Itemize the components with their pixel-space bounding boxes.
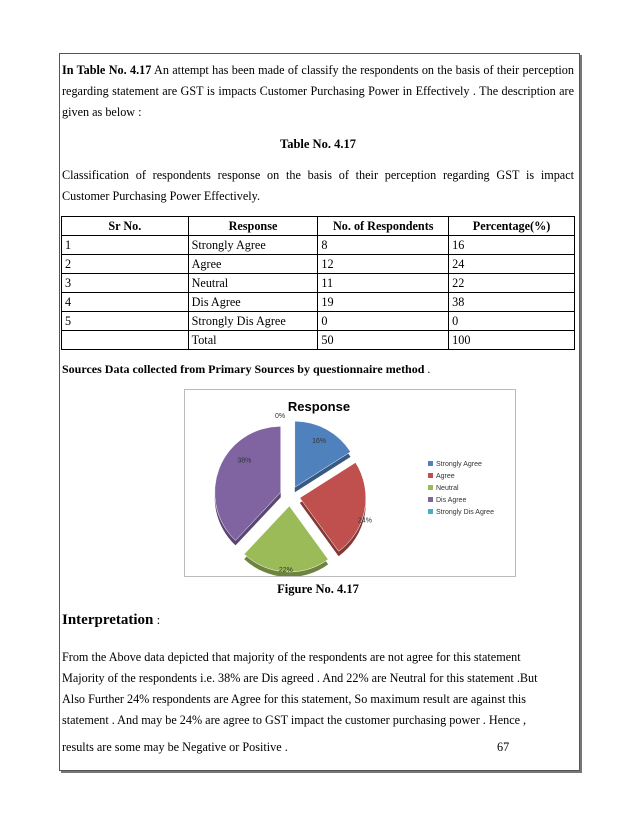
intro-lead: In Table No. 4.17 [62, 63, 152, 77]
legend-label: Strongly Agree [436, 461, 482, 468]
cell-response: Strongly Agree [188, 236, 318, 255]
legend-swatch [428, 485, 433, 490]
page-number: 67 [497, 740, 510, 754]
cell-sr-no: 1 [62, 236, 189, 255]
table-header-row [62, 217, 575, 236]
col-header-sr-no: Sr No. [62, 217, 189, 236]
interpretation-line: statement . And may be 24% are agree to GST impact the customer purchasing power . Hence , [62, 713, 527, 727]
chart-title: Response [287, 399, 351, 414]
cell-percentage: 100 [449, 331, 575, 350]
pie-chart [184, 389, 516, 577]
table-row [62, 293, 575, 312]
legend-swatch [428, 497, 433, 502]
intro-text: An attempt has been made of classify the respondents on the basis of their perception regarding statement are GST is impacts Customer Purchasing Power in Effectively . The description are given as below : [62, 63, 574, 119]
legend-label: Strongly Dis Agree [436, 509, 494, 516]
col-header-response: Response [188, 217, 318, 236]
cell-respondents: 11 [318, 274, 449, 293]
legend-swatch [428, 473, 433, 478]
table-title: Table No. 4.17 [280, 137, 356, 151]
interpretation-heading [62, 612, 160, 629]
cell-response: Total [188, 331, 318, 350]
interpretation-colon: : [153, 612, 161, 627]
sources-note [62, 362, 430, 377]
cell-percentage: 22 [449, 274, 575, 293]
cell-respondents: 12 [318, 255, 449, 274]
table-row [62, 255, 575, 274]
pie-data-label: 22% [278, 566, 293, 574]
cell-respondents: 50 [318, 331, 449, 350]
cell-respondents: 8 [318, 236, 449, 255]
cell-response: Dis Agree [188, 293, 318, 312]
cell-response: Agree [188, 255, 318, 274]
cell-percentage: 24 [449, 255, 575, 274]
cell-respondents: 19 [318, 293, 449, 312]
cell-response: Strongly Dis Agree [188, 312, 318, 331]
col-header-percentage: Percentage(%) [449, 217, 575, 236]
legend-label: Agree [436, 473, 455, 480]
table-row [62, 274, 575, 293]
cell-sr-no: 3 [62, 274, 189, 293]
pie-data-label: 16% [312, 438, 327, 446]
pie-data-label: 24% [357, 517, 372, 525]
interpretation-line: results are some may be Negative or Positive . [62, 740, 288, 754]
legend-swatch [428, 461, 433, 466]
cell-sr-no [62, 331, 189, 350]
pie-data-label: 0% [274, 413, 286, 420]
cell-percentage: 0 [449, 312, 575, 331]
table-row [62, 312, 575, 331]
sources-tail: . [424, 362, 431, 376]
interpretation-line: From the Above data depicted that majority of the respondents are not agree for this statement [62, 650, 521, 664]
pie-data-label: 38% [237, 457, 252, 465]
interpretation-line: Majority of the respondents i.e. 38% are Dis agreed . And 22% are Neutral for this statement .But [62, 671, 538, 685]
cell-sr-no: 2 [62, 255, 189, 274]
legend-label: Dis Agree [436, 497, 467, 504]
legend-swatch [428, 509, 433, 514]
pie-slice [215, 426, 281, 540]
intro-paragraph [62, 60, 574, 123]
table-total-row [62, 331, 575, 350]
legend-label: Neutral [436, 485, 459, 492]
cell-response: Neutral [188, 274, 318, 293]
table-row [62, 236, 575, 255]
pie-chart-svg [185, 390, 515, 576]
table-caption: Classification of respondents response on the basis of their perception regarding GST is impact Customer Purchasing Power Effectively. [62, 168, 574, 203]
cell-respondents: 0 [318, 312, 449, 331]
figure-caption: Figure No. 4.17 [277, 582, 359, 596]
cell-percentage: 38 [449, 293, 575, 312]
respondents-table [61, 216, 575, 350]
cell-sr-no: 4 [62, 293, 189, 312]
col-header-respondents: No. of Respondents [318, 217, 449, 236]
interpretation-line: Also Further 24% respondents are Agree for this statement, So maximum result are against this [62, 692, 527, 706]
interpretation-title: Interpretation [62, 612, 154, 628]
cell-percentage: 16 [449, 236, 575, 255]
sources-text: Sources Data collected from Primary Sources by questionnaire method [62, 362, 425, 376]
cell-sr-no: 5 [62, 312, 189, 331]
